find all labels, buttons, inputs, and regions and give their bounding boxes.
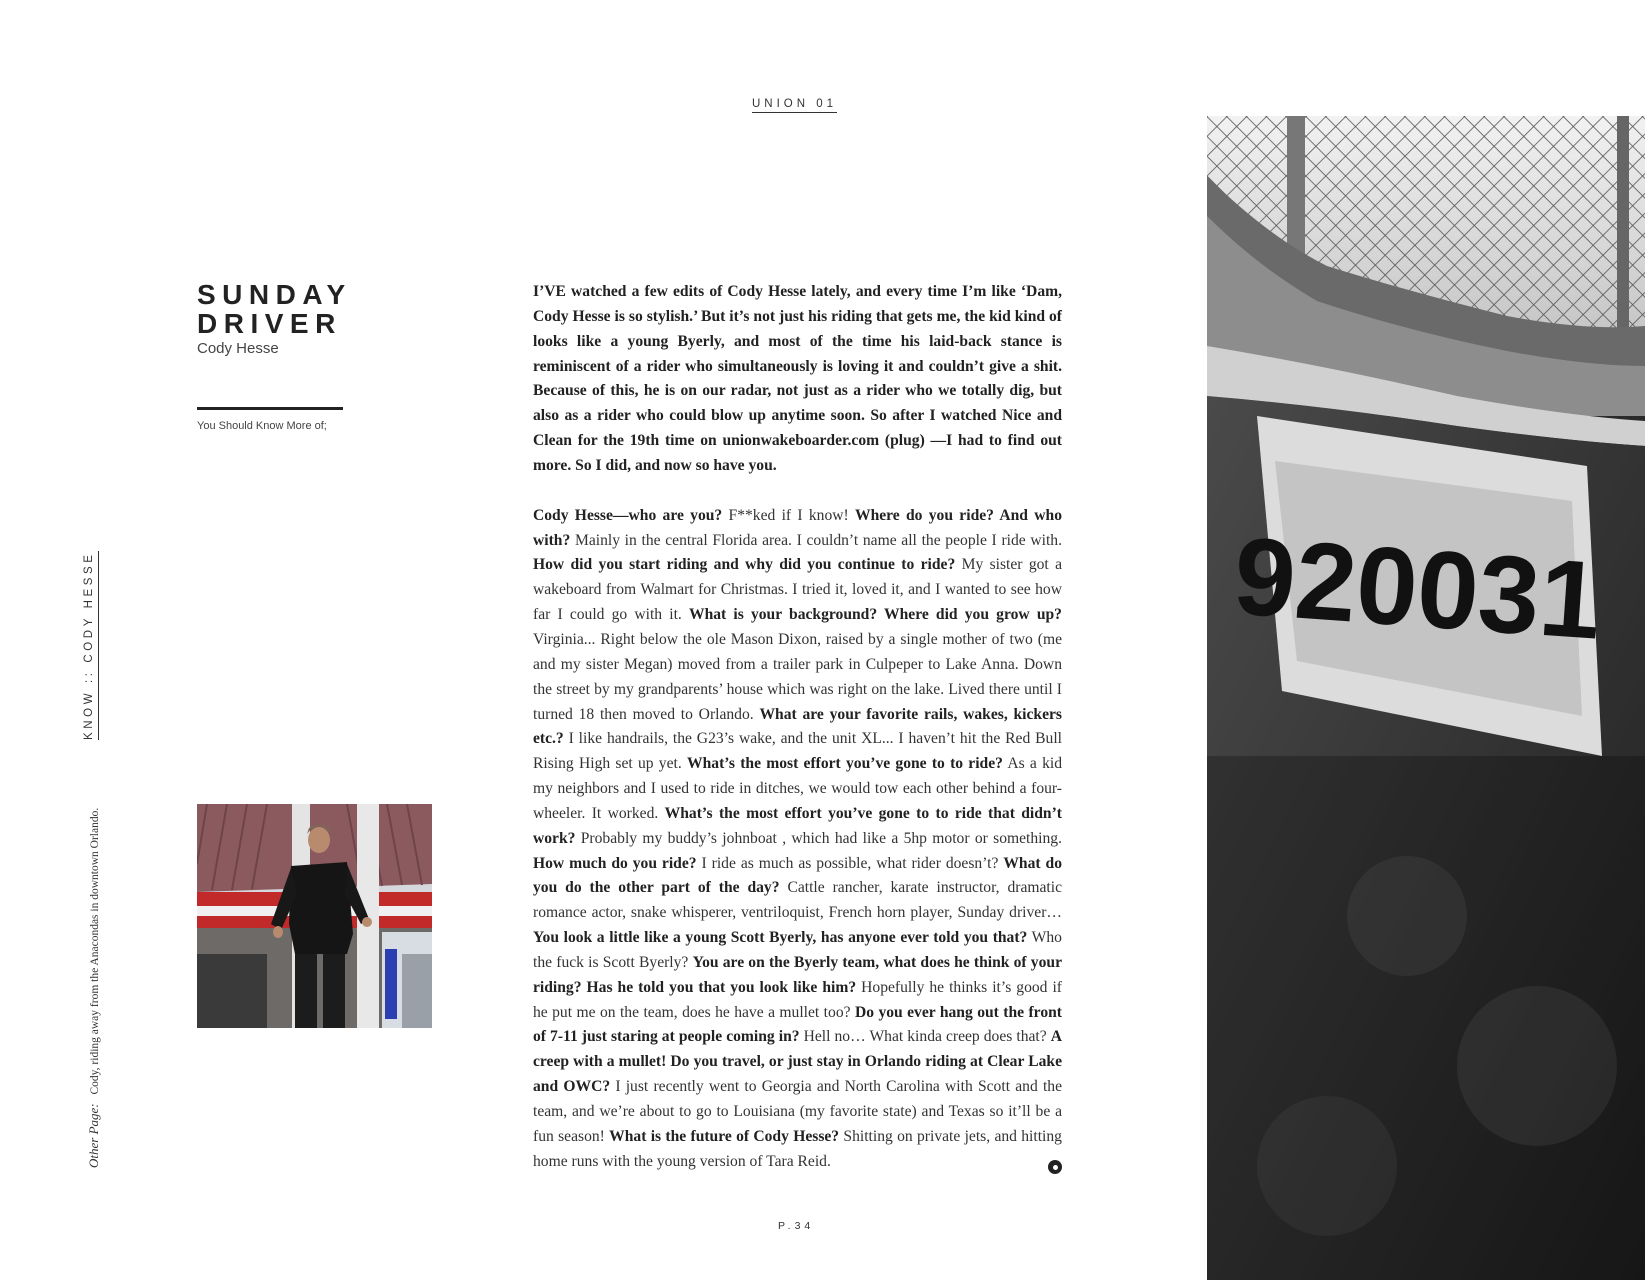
publication-header: UNION 01 <box>752 98 837 113</box>
interview-question: A creep with a mullet! Do you travel, or just stay in Orlando riding at Clear Lake and OWC? <box>533 1028 1062 1096</box>
interview-answer: My sister got a wakeboard from Walmart for Christmas. I tried it, loved it, and I wanted to see how far I could go with it. <box>533 556 1062 624</box>
article-title <box>197 280 352 338</box>
feature-photo <box>1207 116 1645 1280</box>
divider-rule <box>197 407 343 410</box>
interview-question: Do you ever hang out the front of 7-11 just staring at people coming in? <box>533 1003 1062 1046</box>
interview-answer: I ride as much as possible, what rider doesn’t? <box>696 854 1004 872</box>
interview-question: You look a little like a young Scott Byerly, has anyone ever told you that? <box>533 929 1028 947</box>
interview-question: You are on the Byerly team, what does he think of your riding? Has he told you that you look like him? <box>533 953 1062 996</box>
page-number: P.34 <box>778 1220 815 1232</box>
interview-answer: F**ked if I know! <box>722 506 855 524</box>
title-line-1: SUNDAY <box>197 279 352 310</box>
interview-answer: As a kid my neighbors and I used to ride in ditches, we would tow each other behind a four-wheeler. It worked. <box>533 755 1063 822</box>
intro-paragraph: I’VE watched a few edits of Cody Hesse lately, and every time I’m like ‘Dam, Cody Hesse is so stylish.’ But it’s not just his riding that gets me, the kid kind of looks like a young Byerly, and most of the time his laid-back stance is reminiscent of a rider who simultaneously is loving it and couldn’t give a shit. Because of this, he is on our radar, not just as a rider who we totally dig, but also as a rider who could blow up anytime soon. So after I watched Nice and Clean for the 19th time on unionwakeboarder.com (plug) —I had to find out more. So I did, and now so have you. <box>533 283 1062 474</box>
interview-question: What is the future of Cody Hesse? <box>609 1127 840 1145</box>
interview-question: What is your background? Where did you grow up? <box>688 606 1062 624</box>
interview-answer: I just recently went to Georgia and North Carolina with Scott and the team, and we’re about to go to Louisiana (my favorite state) and Texas so it’ll be a fun season! <box>533 1078 1062 1145</box>
interview-paragraph <box>533 504 1062 1175</box>
rider-thumbnail-photo <box>197 804 432 1028</box>
vertical-section-label: KNOW :: CODY HESSE <box>83 551 99 740</box>
interview-question: How did you start riding and why did you continue to ride? <box>533 556 956 574</box>
interview-question: What’s the most effort you’ve gone to to ride? <box>687 755 1003 773</box>
interview-question: Cody Hesse—who are you? <box>533 506 723 524</box>
caption-text: Cody, riding away from the Anacondas in downtown Orlando. <box>89 807 101 1095</box>
interview-answer: Cattle rancher, karate instructor, dramatic romance actor, snake whisperer, ventriloquist, French horn player, Sunday driver… <box>533 879 1062 922</box>
interview-answer: Shitting on private jets, and hitting home runs with the young version of Tara Reid. <box>533 1127 1062 1170</box>
interview-question: What do you do the other part of the day? <box>533 854 1062 897</box>
interview-answer: Probably my buddy’s johnboat , which had like a 5hp motor or something. <box>575 829 1062 847</box>
interview-answer: I like handrails, the G23’s wake, and the unit XL... I haven’t hit the Red Bull Rising High set up yet. <box>533 730 1062 773</box>
interview-question: How much do you ride? <box>533 854 697 872</box>
interview-question: What are your favorite rails, wakes, kickers etc.? <box>533 705 1062 748</box>
caption-label: Other Page: <box>86 1103 101 1168</box>
photo-caption <box>87 808 102 1168</box>
article-body <box>533 280 1062 1175</box>
interview-answer: Who the fuck is Scott Byerly? <box>533 929 1062 971</box>
interview-question: Where do you ride? And who with? <box>533 506 1062 549</box>
interview-answer: Hell no… What kinda creep does that? <box>799 1028 1051 1046</box>
sign-number <box>1230 514 1605 662</box>
section-label: You Should Know More of; <box>197 420 327 432</box>
interview-question: What’s the most effort you’ve gone to to ride that didn’t work? <box>533 804 1062 847</box>
svg-text:920031: 920031 <box>1230 514 1605 663</box>
end-of-article-icon <box>1048 1160 1062 1174</box>
interview-answer: Hopefully he thinks it’s good if he put me on the team, does he have a mullet too? <box>533 978 1062 1021</box>
article-subtitle: Cody Hesse <box>197 340 279 357</box>
interview-answer: Mainly in the central Florida area. I couldn’t name all the people I ride with. <box>570 531 1062 549</box>
interview-answer: Virginia... Right below the ole Mason Dixon, raised by a single mother of two (me and my sister Megan) moved from a trailer park in Culpeper to Lake Anna. Down the street by my grandparents’ house which was right on the lake. Lived there until I turned 18 then moved to Orlando. <box>533 630 1062 723</box>
title-line-2: DRIVER <box>197 308 342 339</box>
